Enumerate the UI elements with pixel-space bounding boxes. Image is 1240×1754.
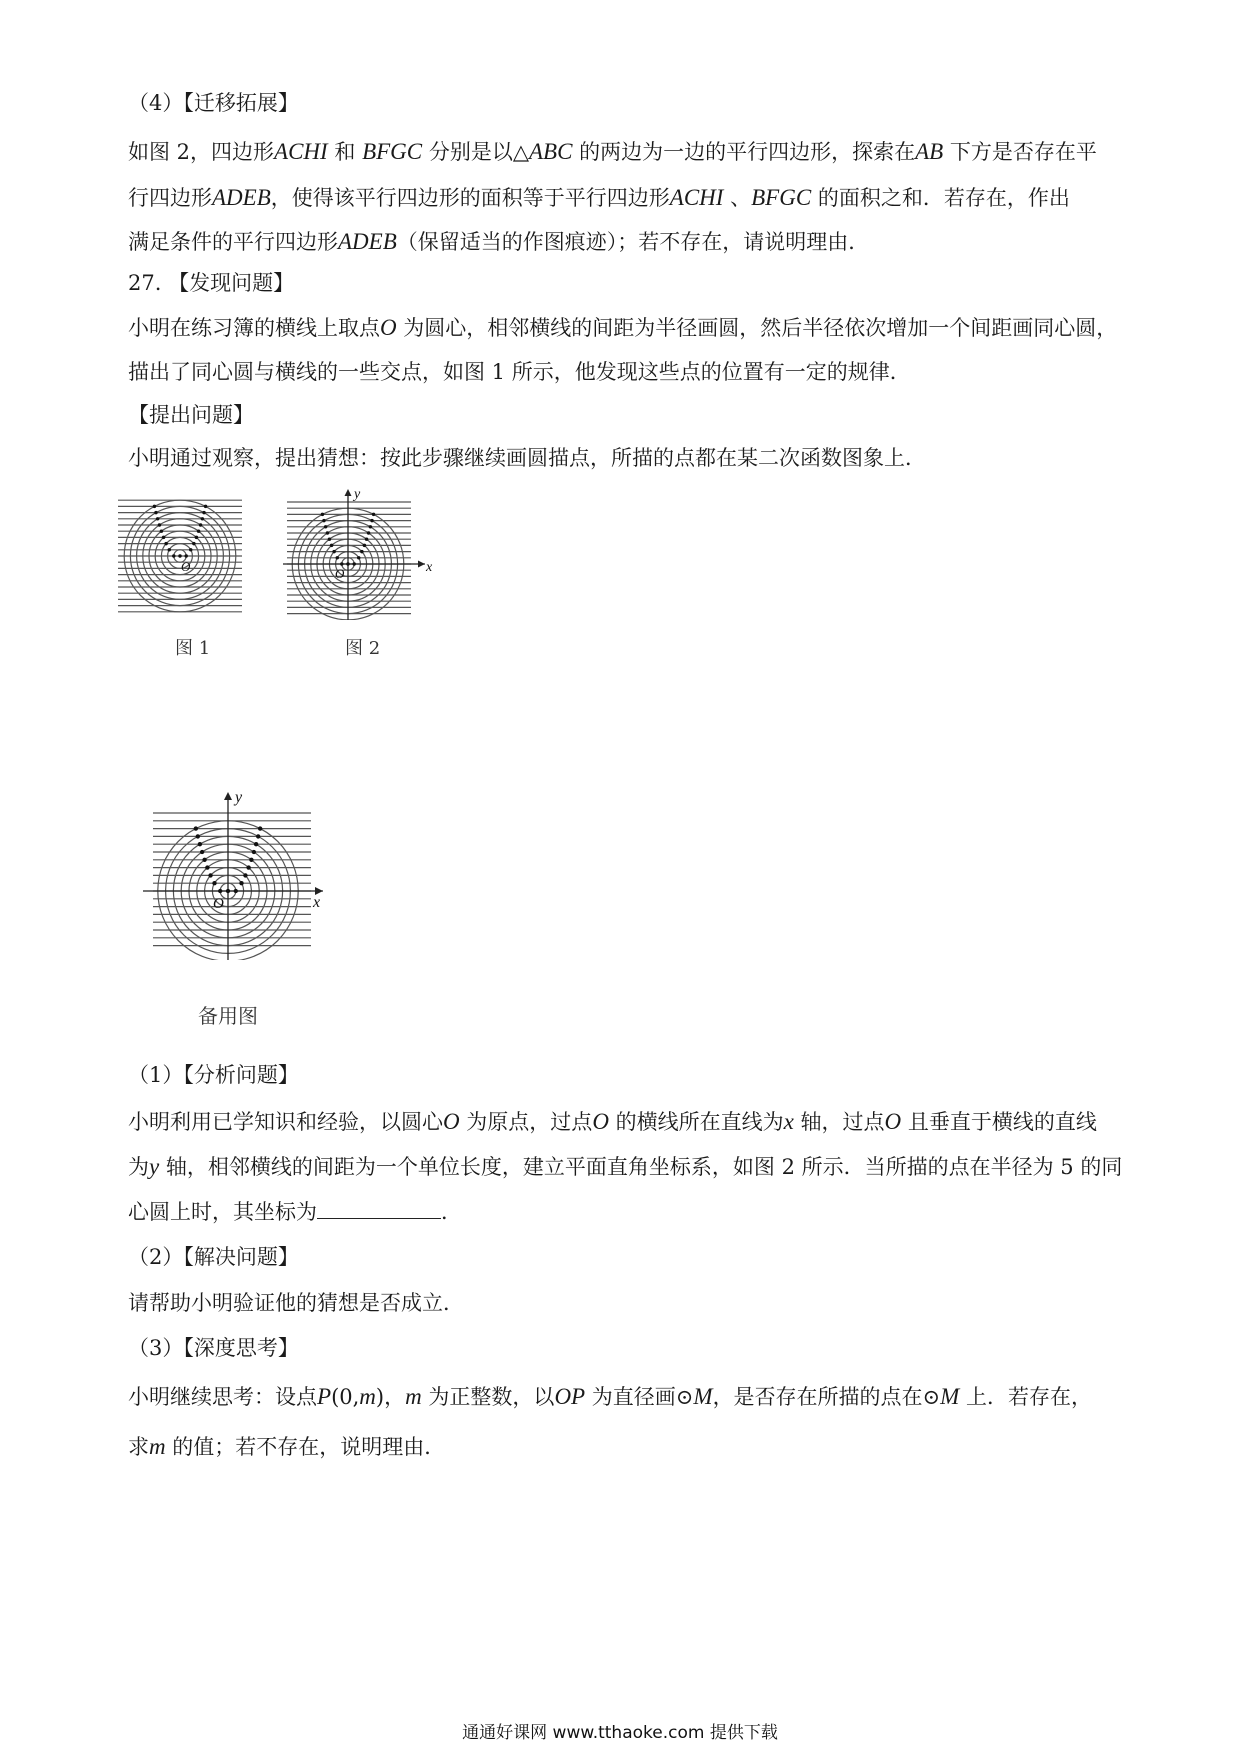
q27-discover-line2: 描出了同心圆与横线的一些交点，如图 1 所示，他发现这些点的位置有一定的规律． xyxy=(128,360,911,384)
q27-part1-line3: 心圆上时，其坐标为 ． xyxy=(128,1200,462,1224)
q27-propose-text: 小明通过观察，提出猜想：按此步骤继续画圆描点，所描的点都在某二次函数图象上． xyxy=(128,446,926,470)
plotted-point xyxy=(234,889,238,893)
plotted-point xyxy=(194,826,198,830)
plotted-point xyxy=(256,834,260,838)
page-footer: 通通好课网 www.tthaoke.com 提供下载 xyxy=(462,1723,778,1743)
plotted-point xyxy=(369,525,372,528)
plotted-point xyxy=(168,548,171,551)
plotted-point xyxy=(243,873,247,877)
figure-1-caption: 图 1 xyxy=(175,638,211,659)
plotted-point xyxy=(202,511,205,514)
q26-part4-heading: （4）【迁移拓展】 xyxy=(128,91,299,115)
plotted-point xyxy=(200,850,204,854)
figure-2 xyxy=(283,485,433,620)
plotted-point xyxy=(336,556,339,559)
plotted-point xyxy=(199,523,202,526)
plotted-point xyxy=(330,544,333,547)
plotted-point xyxy=(204,505,207,508)
plotted-point xyxy=(195,536,198,539)
plotted-point xyxy=(212,881,216,885)
plotted-point xyxy=(198,842,202,846)
plotted-point xyxy=(321,513,324,516)
plotted-point xyxy=(360,550,363,553)
plotted-point xyxy=(196,834,200,838)
plotted-point xyxy=(201,517,204,520)
plotted-point xyxy=(252,850,256,854)
plotted-point xyxy=(357,556,360,559)
plotted-point xyxy=(192,542,195,545)
plotted-point xyxy=(202,858,206,862)
spare-figure xyxy=(143,788,333,960)
x-axis-label: x xyxy=(313,894,321,911)
q26-part4-line1: 如图 2，四边形ACHI 和 BFGC 分别是以△ABC 的两边为一边的平行四边形，探索在AB 下方是否存在平 xyxy=(128,139,1097,164)
plotted-point xyxy=(164,542,167,545)
q27-part1-line1: 小明利用已学知识和经验，以圆心O 为原点，过点O 的横线所在直线为x 轴，过点O 且垂直于横线的直线 xyxy=(128,1109,1097,1134)
x-axis-arrow-icon xyxy=(418,561,425,568)
plotted-point xyxy=(197,529,200,532)
plotted-point xyxy=(254,842,258,846)
plotted-point xyxy=(153,505,156,508)
q26-part4-line2: 行四边形ADEB，使得该平行四边形的面积等于平行四边形ACHI 、BFGC 的面积之和．若存在，作出 xyxy=(128,185,1070,210)
plotted-point xyxy=(156,517,159,520)
plotted-point xyxy=(326,531,329,534)
y-axis-arrow-icon xyxy=(224,792,232,800)
plotted-point xyxy=(258,826,262,830)
plotted-point xyxy=(162,536,165,539)
plotted-point xyxy=(352,562,355,565)
origin-point xyxy=(178,554,181,557)
q27-part3-heading: （3）【深度思考】 xyxy=(128,1336,299,1360)
q27-part2-heading: （2）【解决问题】 xyxy=(128,1245,299,1269)
q27-part3-line1: 小明继续思考：设点P(0,m)，m 为正整数，以OP 为直径画⊙M，是否存在所描的点在⊙M 上．若存在， xyxy=(128,1384,1093,1409)
y-axis-arrow-icon xyxy=(345,489,352,496)
y-axis-label: y xyxy=(235,789,243,806)
plotted-point xyxy=(184,554,187,557)
plotted-point xyxy=(218,889,222,893)
plotted-point xyxy=(208,873,212,877)
plotted-point xyxy=(160,529,163,532)
answer-blank[interactable] xyxy=(317,1198,441,1219)
q27-propose-heading: 【提出问题】 xyxy=(128,403,254,427)
q27-heading: 27. 【发现问题】 xyxy=(128,271,295,295)
y-axis-label: y xyxy=(354,487,361,502)
plotted-point xyxy=(365,537,368,540)
origin-label: O xyxy=(213,896,224,912)
q27-part1-heading: （1）【分析问题】 xyxy=(128,1063,299,1087)
q26-part4-line3: 满足条件的平行四边形ADEB（保留适当的作图痕迹）；若不存在，请说明理由． xyxy=(128,229,870,254)
q27-part3-line2: 求m 的值；若不存在，说明理由． xyxy=(128,1434,446,1459)
figure-1 xyxy=(118,494,242,618)
plotted-point xyxy=(363,544,366,547)
q27-part1-line2: 为y 轴，相邻横线的间距为一个单位长度，建立平面直角坐标系，如图 2 所示．当所描的点在半径为 5 的同 xyxy=(128,1154,1123,1179)
plotted-point xyxy=(367,531,370,534)
plotted-point xyxy=(328,537,331,540)
plotted-point xyxy=(372,513,375,516)
plotted-point xyxy=(189,548,192,551)
spare-figure-caption: 备用图 xyxy=(198,1004,258,1028)
plotted-point xyxy=(332,550,335,553)
q27-discover-line1: 小明在练习簿的横线上取点O 为圆心，相邻横线的间距为半径画圆，然后半径依次增加一个间距画同心圆， xyxy=(128,315,1118,340)
plotted-point xyxy=(246,865,250,869)
plotted-point xyxy=(324,525,327,528)
plotted-point xyxy=(158,523,161,526)
q27-part2-text: 请帮助小明验证他的猜想是否成立． xyxy=(128,1291,464,1315)
plotted-point xyxy=(205,865,209,869)
axes xyxy=(143,794,323,960)
triangle-symbol: △ xyxy=(512,140,529,164)
figure-2-caption: 图 2 xyxy=(345,638,381,659)
plotted-point xyxy=(322,519,325,522)
origin-point xyxy=(346,562,349,565)
plotted-point xyxy=(154,511,157,514)
plotted-point xyxy=(370,519,373,522)
plotted-point xyxy=(239,881,243,885)
origin-label: O xyxy=(181,559,191,574)
plotted-point xyxy=(249,858,253,862)
plotted-point xyxy=(172,554,175,557)
x-axis-label: x xyxy=(426,560,433,575)
origin-point xyxy=(226,889,230,893)
origin-label: O xyxy=(335,566,345,581)
